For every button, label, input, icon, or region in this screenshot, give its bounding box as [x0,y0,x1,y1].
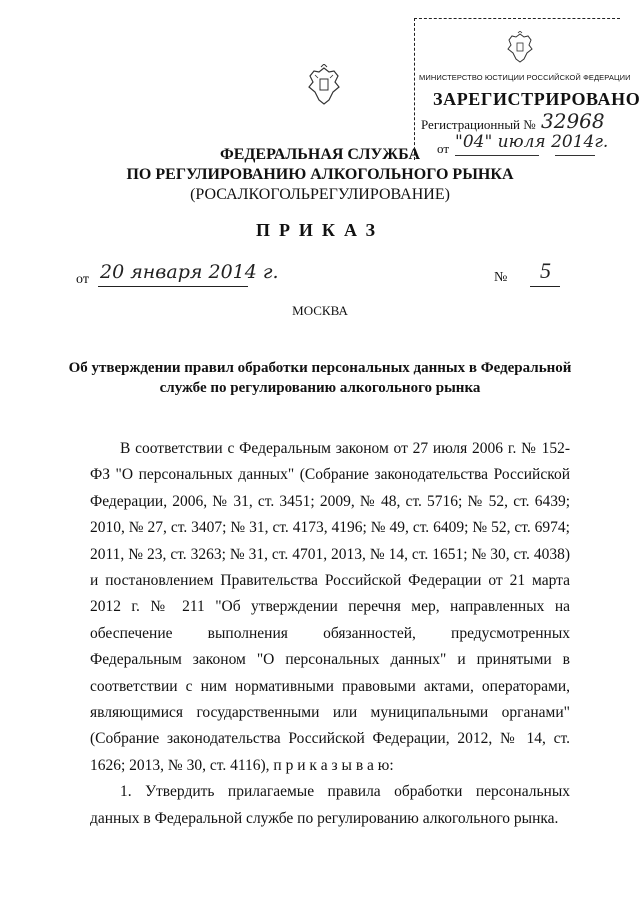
document-title-line2: службе по регулированию алкогольного рынка [159,380,481,396]
order-number-value: 5 [540,258,551,283]
org-name-line2: ПО РЕГУЛИРОВАНИЮ АЛКОГОЛЬНОГО РЫНКА [126,166,514,183]
body-paragraph: В соответствии с Федеральным законом от 27 июля 2006 г. № 152-ФЗ "О персональных данных" (Собрание законодательства Российской Федерации, 2006, № 31, ст. 3451; 2009, № 48, ст. 5716; № 52, ст. 6439; 2010, № 27, ст. 3407; № 31, ст. 4173, 4196; № 49, ст. 6409; № 52, ст. 6974; 2011, № 23, ст. 3263; № 31, ст. 4701, 2013, № 14, ст. 1651; № 30, ст. 4038) и постановлением Правительства Российской Федерации от 21 марта 2012 г. № 211 "Об утверждении перечня мер, направленных на обеспечение выполнения обязанностей, предусмотренных Федеральным законом "О персональных данных" и принятыми в соответствии с ним нормативными правовыми актами, операторами, являющимися государственными или муниципальными органами" (Собрание законодательства Российской Федерации, 2012, № 14, ст. 1626; 2013, № 30, ст. 4116), п р и к а з ы в а ю: [90,440,570,774]
stamp-registered-text: ЗАРЕГИСТРИРОВАНО [433,89,640,109]
order-date-value: 20 января 2014 г. [100,261,279,283]
stamp-date-value: "04" июля 2014г. [455,132,609,152]
stamp-regno-value: 32968 [541,109,605,133]
order-number-label: № [494,270,508,285]
org-name-line1: ФЕДЕРАЛЬНАЯ СЛУЖБА [220,146,420,163]
document-type: ПРИКАЗ [255,220,385,240]
org-name-line3: (РОСАЛКОГОЛЬРЕГУЛИРОВАНИЕ) [190,186,450,203]
stamp-ministry-text: МИНИСТЕРСТВО ЮСТИЦИИ РОССИЙСКОЙ ФЕДЕРАЦИИ [419,73,631,82]
document-title-line1: Об утверждении правил обработки персональных данных в Федеральной [68,360,572,376]
coat-of-arms-icon [306,64,342,108]
order-date-label: от [76,272,89,287]
stamp-date-label: от [437,141,450,156]
order-number-underline [530,286,560,287]
order-date-underline [98,286,248,287]
registration-stamp [414,18,640,160]
city: МОСКВА [292,303,348,318]
document-body [90,436,570,832]
stamp-regno-label: Регистрационный № [421,117,536,132]
coat-of-arms-icon [505,31,535,65]
body-paragraph: 1. Утвердить прилагаемые правила обработки персональных данных в Федеральной службе по регулированию алкогольного рынка. [90,783,570,827]
